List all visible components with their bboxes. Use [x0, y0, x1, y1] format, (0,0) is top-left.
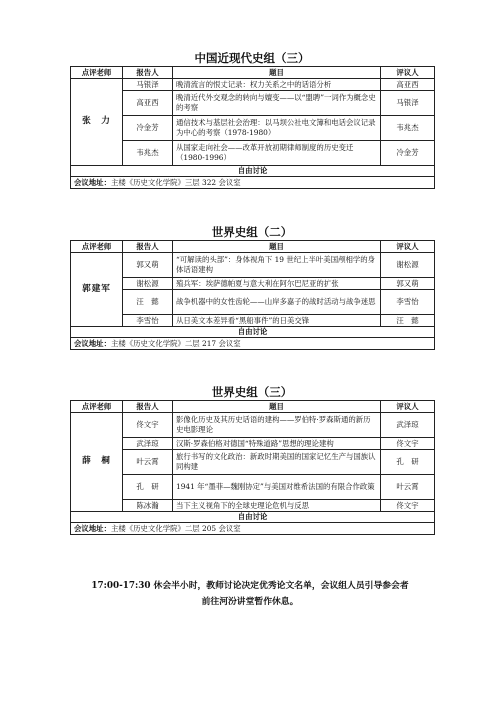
topic-cell: 从日美文本差异看“黑船事件”的日美交锋: [173, 315, 381, 327]
speaker-cell: 冷金芳: [123, 116, 173, 141]
topic-cell: 晚清近代外交观念的转向与嬗变——以“盟聘”一词作为概念史的考察: [173, 91, 381, 116]
table-row: [71, 438, 435, 450]
topic-cell: 旅行书写的文化政治：新政时期美国的国家记忆生产与国族认同构建: [173, 450, 381, 475]
session-title: 世界史组（二）: [211, 225, 293, 239]
reviewer-cell: 武泽琼: [381, 413, 435, 438]
speaker-cell: 汪 懿: [123, 290, 173, 315]
table-header-row: [71, 67, 435, 79]
speaker-cell: 马银泽: [123, 79, 173, 91]
venue-label: 会议地址：: [74, 177, 111, 187]
speaker-cell: 谢松源: [123, 278, 173, 290]
table-header-row: [71, 401, 435, 413]
topic-cell: 晚清流言的恨丈记录：权力关系之中的话语分析: [173, 79, 381, 91]
topic-cell: 汉斯·罗森伯格对德国“特殊道路”思想的理论建构: [173, 438, 381, 450]
session-world-history-3: [70, 384, 434, 535]
venue-label: 会议地址：: [74, 338, 111, 348]
venue-row: [71, 338, 435, 350]
host-teacher: 薛 桐: [71, 413, 123, 512]
speaker-cell: 叶云霄: [123, 450, 173, 475]
table-row: [71, 91, 435, 116]
header-speaker: 报告人: [123, 67, 173, 79]
header-host: 点评老师: [71, 241, 123, 253]
venue-row: [71, 523, 435, 535]
venue: [71, 177, 435, 189]
session-table: [70, 240, 435, 350]
session-table: [70, 400, 435, 535]
reviewer-cell: 郭又萌: [381, 278, 435, 290]
venue: [71, 523, 435, 535]
reviewer-cell: 叶云霄: [381, 475, 435, 500]
venue-text: 主楼《历史文化学院》三层 322 会议室: [110, 177, 241, 187]
venue-text: 主楼《历史文化学院》二层 205 会议室: [110, 523, 241, 533]
free-discussion: 自由讨论: [71, 512, 435, 523]
free-discussion: 自由讨论: [71, 166, 435, 177]
table-row: [71, 475, 435, 500]
free-discussion-row: [71, 166, 435, 177]
table-row: [71, 116, 435, 141]
header-reviewer: 评议人: [381, 401, 435, 413]
header-topic: 题目: [173, 401, 381, 413]
reviewer-cell: 佟文宇: [381, 500, 435, 512]
free-discussion: 自由讨论: [71, 327, 435, 338]
session-china-modern-3: [70, 50, 434, 189]
table-row: [71, 290, 435, 315]
session-table: [70, 66, 435, 189]
table-row: [71, 500, 435, 512]
venue-text: 主楼《历史文化学院》二层 217 会议室: [110, 338, 241, 348]
reviewer-cell: 高亚西: [381, 79, 435, 91]
free-discussion-row: [71, 327, 435, 338]
table-row: [71, 315, 435, 327]
topic-cell: 战争机器中的女性齿轮——山岸多嘉子的战时活动与战争迷思: [173, 290, 381, 315]
reviewer-cell: 汪 懿: [381, 315, 435, 327]
table-header-row: [71, 241, 435, 253]
header-reviewer: 评议人: [381, 67, 435, 79]
reviewer-cell: 冷金芳: [381, 141, 435, 166]
topic-cell: 从国家走向社会——改革开放初期律师制度的历史变迁（1980-1996）: [173, 141, 381, 166]
session-world-history-2: [70, 224, 434, 350]
speaker-cell: 陈冰瀚: [123, 500, 173, 512]
topic-cell: 当下主义视角下的全球史理论危机与反思: [173, 500, 381, 512]
topic-cell: 通信技术与基层社会治理：以马坝公社电文簿和电话会议记录为中心的考察（1978-1980）: [173, 116, 381, 141]
host-teacher: 郭建军: [71, 253, 123, 327]
header-host: 点评老师: [71, 401, 123, 413]
session-title: 中国近现代史组（三）: [194, 51, 310, 65]
speaker-cell: 武泽琼: [123, 438, 173, 450]
topic-cell: 影像化历史及其历史话语的建构——罗伯特·罗森斯通的新历史电影理论: [173, 413, 381, 438]
header-reviewer: 评议人: [381, 241, 435, 253]
break-notice: [80, 578, 420, 610]
header-speaker: 报告人: [123, 241, 173, 253]
free-discussion-row: [71, 512, 435, 523]
reviewer-cell: 孔 研: [381, 450, 435, 475]
reviewer-cell: 李雪怡: [381, 290, 435, 315]
header-topic: 题目: [173, 67, 381, 79]
venue-row: [71, 177, 435, 189]
break-notice-line-1: 17:00-17:30 休会半小时，教师讨论决定优秀论文名单，会议组人员引导参会者: [91, 581, 409, 591]
speaker-cell: 韦兆杰: [123, 141, 173, 166]
header-speaker: 报告人: [123, 401, 173, 413]
reviewer-cell: 马银泽: [381, 91, 435, 116]
speaker-cell: 佟文宇: [123, 413, 173, 438]
table-row: [71, 79, 435, 91]
table-row: [71, 253, 435, 278]
table-row: [71, 278, 435, 290]
venue: [71, 338, 435, 350]
table-row: [71, 450, 435, 475]
speaker-cell: 高亚西: [123, 91, 173, 116]
speaker-cell: 李雪怡: [123, 315, 173, 327]
host-teacher: 张 力: [71, 79, 123, 166]
topic-cell: 1941 年“墨菲—魏刚协定”与美国对维希法国的有限合作政策: [173, 475, 381, 500]
header-topic: 题目: [173, 241, 381, 253]
reviewer-cell: 韦兆杰: [381, 116, 435, 141]
reviewer-cell: 佟文宇: [381, 438, 435, 450]
break-notice-line-2: 前往河汾讲堂暂作休息。: [201, 597, 299, 607]
reviewer-cell: 谢松源: [381, 253, 435, 278]
venue-label: 会议地址：: [74, 523, 111, 533]
topic-cell: “可解读的头部”：身体视角下 19 世纪上半叶美国颅相学的身体话语建构: [173, 253, 381, 278]
header-host: 点评老师: [71, 67, 123, 79]
speaker-cell: 郭又萌: [123, 253, 173, 278]
speaker-cell: 孔 研: [123, 475, 173, 500]
table-row: [71, 413, 435, 438]
table-row: [71, 141, 435, 166]
session-title: 世界史组（三）: [211, 385, 293, 399]
topic-cell: 殖兵军：埃萨德帕夏与意大利在阿尔巴尼亚的扩张: [173, 278, 381, 290]
